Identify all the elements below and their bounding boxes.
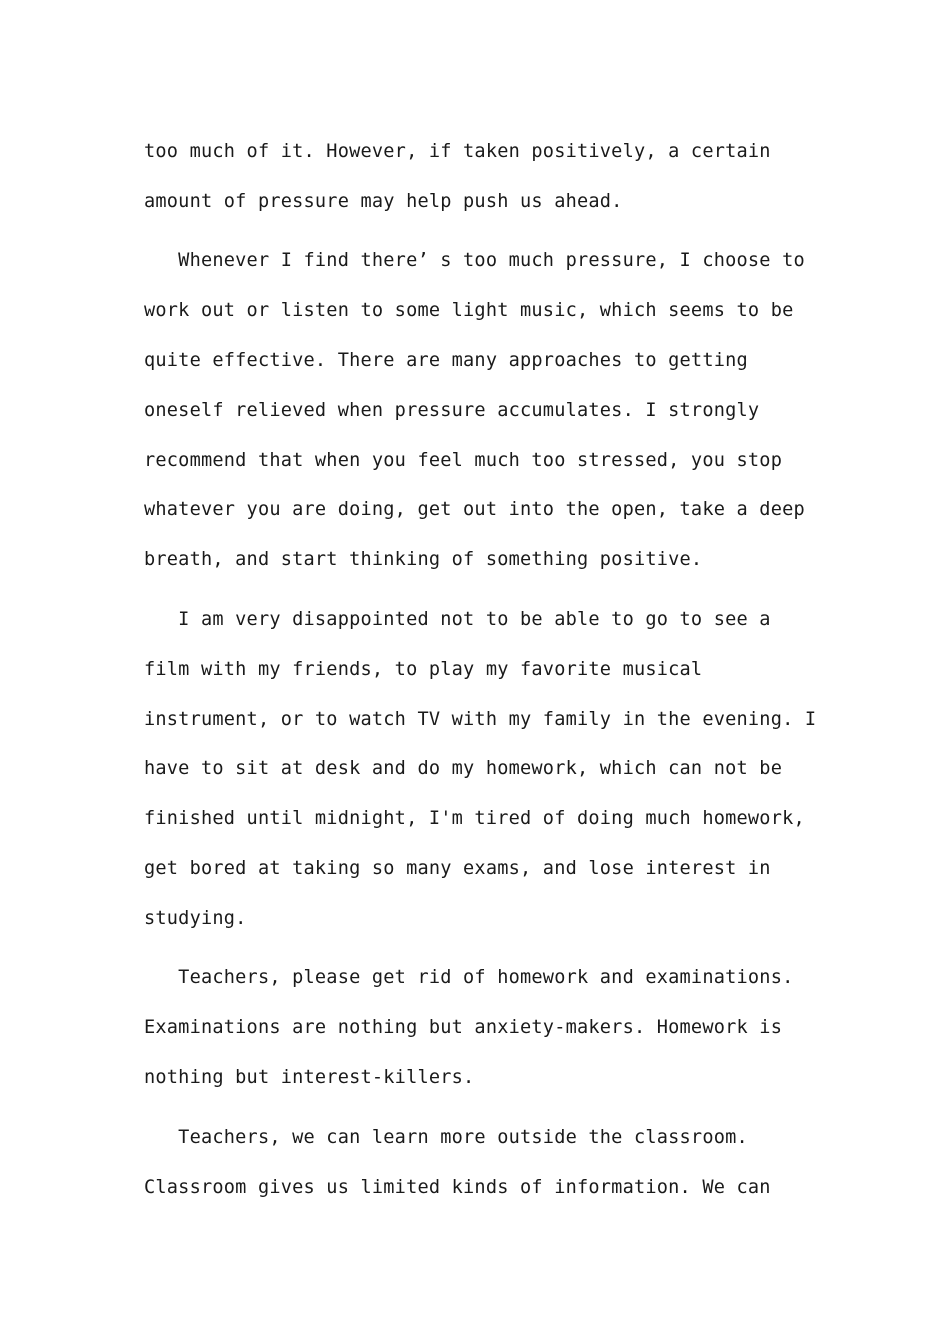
text-line: I am very disappointed not to be able to go to see a	[144, 608, 771, 630]
text-line: Teachers, please get rid of homework and examinations.	[144, 967, 794, 989]
text-line: quite effective. There are many approaches to getting	[144, 350, 748, 372]
body-text	[144, 127, 824, 1212]
text-line: Classroom gives us limited kinds of information. We can	[144, 1176, 771, 1198]
text-line: studying.	[144, 907, 247, 929]
text-line: recommend that when you feel much too stressed, you stop	[144, 449, 783, 471]
text-line: Examinations are nothing but anxiety-makers. Homework is	[144, 1017, 783, 1039]
text-line: too much of it. However, if taken positively, a certain	[144, 141, 771, 162]
text-line: oneself relieved when pressure accumulates. I strongly	[144, 399, 760, 421]
paragraph-gap	[144, 944, 824, 954]
text-line: work out or listen to some light music, which seems to be	[144, 300, 794, 322]
text-line: get bored at taking so many exams, and lose interest in	[144, 857, 771, 879]
text-line: Whenever I find there’ s too much pressure, I choose to	[144, 250, 805, 272]
paragraph-gap	[144, 227, 824, 237]
text-line: nothing but interest-killers.	[144, 1067, 475, 1089]
text-line: breath, and start thinking of something positive.	[144, 549, 703, 571]
text-line: amount of pressure may help push us ahead.	[144, 190, 623, 212]
text-line: instrument, or to watch TV with my family in the evening. I	[144, 708, 817, 730]
paragraph-gap	[144, 585, 824, 595]
paragraph-gap	[144, 1103, 824, 1113]
text-line: film with my friends, to play my favorite musical	[144, 658, 703, 680]
text-line: have to sit at desk and do my homework, which can not be	[144, 758, 783, 780]
text-line: finished until midnight, I'm tired of doing much homework,	[144, 808, 805, 830]
text-line: whatever you are doing, get out into the open, take a deep	[144, 499, 805, 521]
text-line: Teachers, we can learn more outside the classroom.	[144, 1126, 748, 1148]
